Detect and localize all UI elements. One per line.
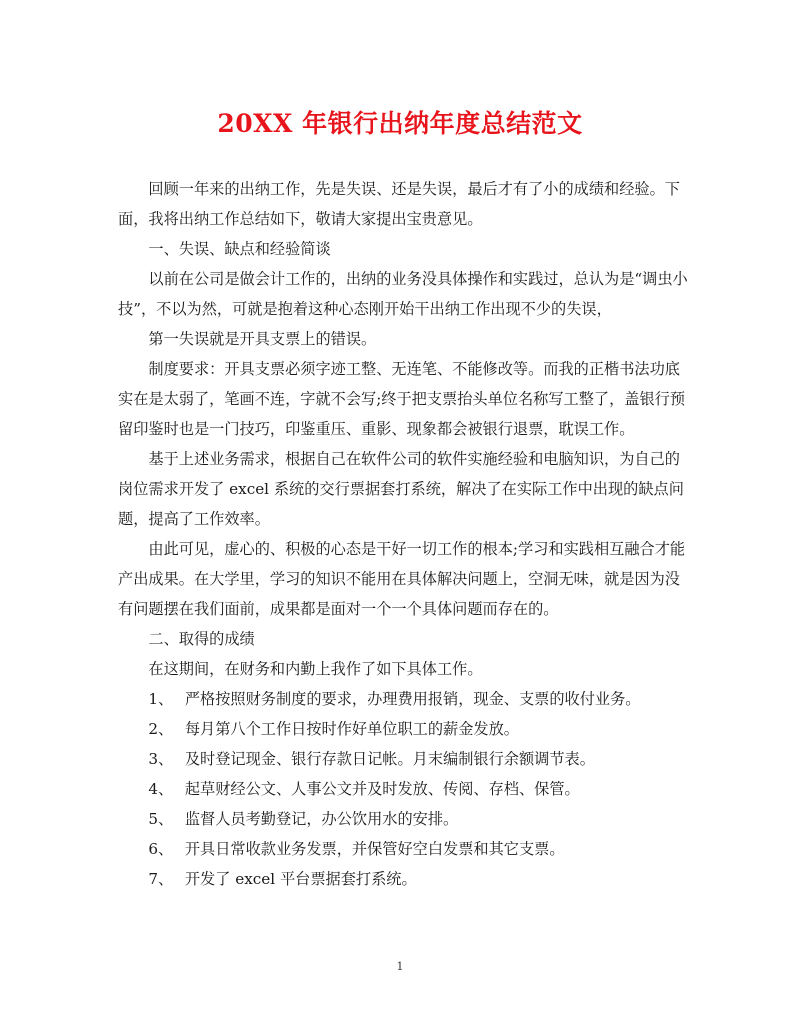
list-text: 严格按照财务制度的要求，办理费用报销，现金、支票的收付业务。 [184,690,641,708]
section-heading-1: 一、失误、缺点和经验简谈 [148,240,331,258]
list-number: 2、 [148,720,174,738]
list-item [118,804,690,834]
list-number: 1、 [148,690,174,708]
list-item [118,864,690,894]
list-text: 开具日常收款业务发票，并保管好空白发票和其它支票。 [184,840,565,858]
paragraph: 基于上述业务需求，根据自己在软件公司的软件实施经验和电脑知识，为自己的岗位需求开发了 excel 系统的交行票据套打系统，解决了在实际工作中出现的缺点问题，提高了工作效率。 [118,450,684,528]
list-text: 监督人员考勤登记，办公饮用水的安排。 [184,810,459,828]
list-item [118,834,690,864]
list-number: 6、 [148,840,174,858]
paragraph: 第一失误就是开具支票上的错误。 [148,330,377,348]
document-body [118,174,690,894]
list-item [118,684,690,714]
paragraph: 由此可见，虚心的、积极的心态是干好一切工作的根本;学习和实践相互融合才能产出成果。在大学里，学习的知识不能用在具体解决问题上，空洞无味，就是因为没有问题摆在我们面前，成果都是面对一个一个具体问题而存在的。 [118,540,686,618]
list-item [118,744,690,774]
page-number: 1 [396,960,404,973]
section-heading-2: 二、取得的成绩 [148,630,255,648]
list-text: 起草财经公文、人事公文并及时发放、传阅、存档、保管。 [184,780,580,798]
paragraph-intro: 回顾一年来的出纳工作，先是失误、还是失误，最后才有了小的成绩和经验。下面，我将出纳工作总结如下，敬请大家提出宝贵意见。 [118,180,680,228]
list-item [118,714,690,744]
list-number: 7、 [148,870,174,888]
list-text: 及时登记现金、银行存款日记帐。月末编制银行余额调节表。 [184,750,595,768]
list-number: 5、 [148,810,174,828]
paragraph: 制度要求：开具支票必须字迹工整、无连笔、不能修改等。而我的正楷书法功底实在是太弱了，笔画不连，字就不会写;终于把支票抬头单位名称写工整了，盖银行预留印鉴时也是一门技巧，印鉴重压、重影、现象都会被银行退票，耽误工作。 [118,360,686,438]
list-number: 3、 [148,750,174,768]
paragraph: 在这期间，在财务和内勤上我作了如下具体工作。 [148,660,483,678]
list-text: 开发了 excel 平台票据套打系统。 [184,870,417,888]
list-item [118,774,690,804]
paragraph: 以前在公司是做会计工作的，出纳的业务没具体操作和实践过，总认为是“调虫小技”，不以为然，可就是抱着这种心态刚开始干出纳工作出现不少的失误， [118,270,688,318]
document-title: 20XX 年银行出纳年度总结范文 [217,109,583,138]
list-text: 每月第八个工作日按时作好单位职工的薪金发放。 [184,720,519,738]
list-number: 4、 [148,780,174,798]
